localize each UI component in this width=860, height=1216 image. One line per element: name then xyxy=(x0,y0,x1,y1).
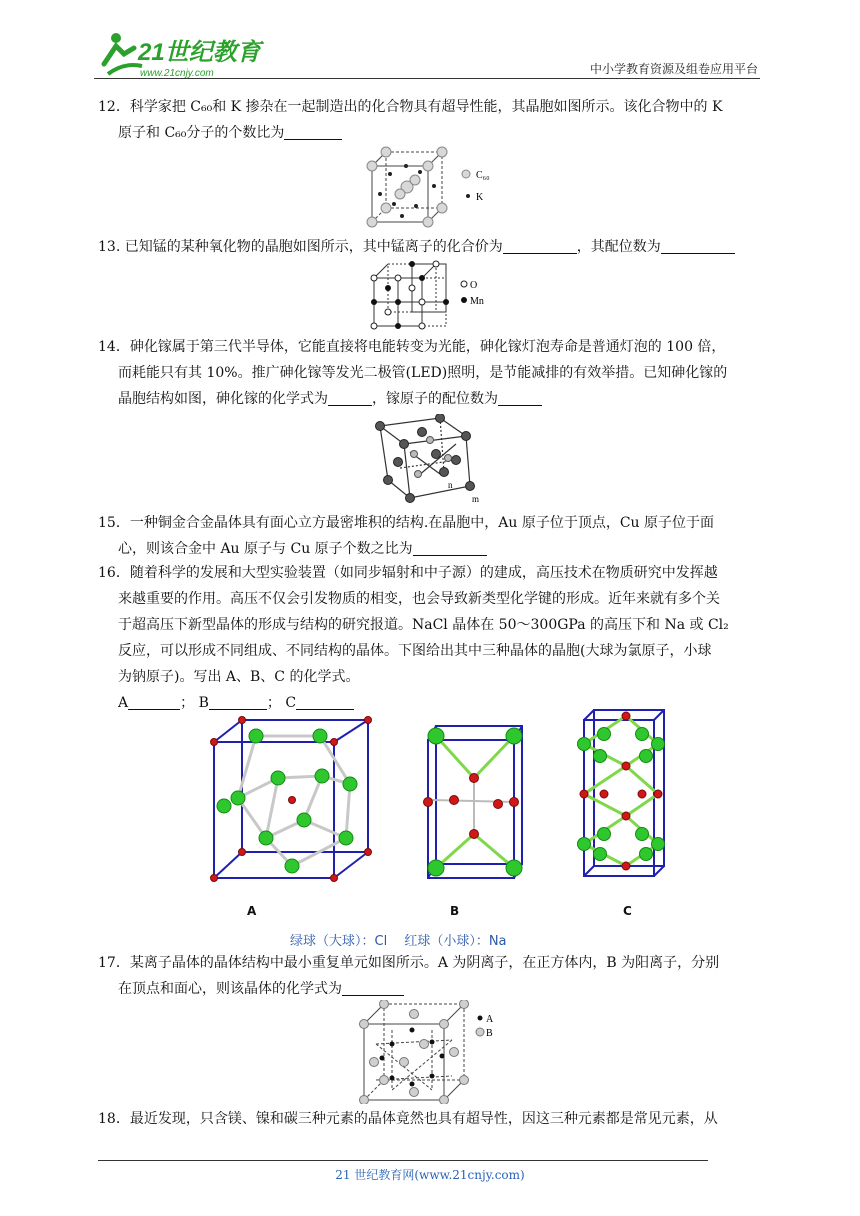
q12-crystal-figure xyxy=(360,146,510,228)
q16-line2: 来越重要的作用。高压不仅会引发物质的相变，也会导致新类型化学键的形成。近年来就有多个关 xyxy=(118,591,720,607)
figure-caption: 绿球（大球）：Cl 红球（小球）：Na xyxy=(290,934,507,949)
figure-b-label: B xyxy=(450,904,460,918)
question-17 xyxy=(98,950,762,1002)
q12-line1: 12．科学家把 C₆₀和 K 掺杂在一起制造出的化合物具有超导性能，其晶胞如图所示。该化合物中的 K xyxy=(98,99,723,115)
svg-text:n: n xyxy=(448,480,453,490)
a-legend-icon xyxy=(478,1016,483,1021)
answer-blank[interactable] xyxy=(503,237,577,254)
answer-blank[interactable] xyxy=(498,389,542,406)
answer-blank[interactable] xyxy=(328,389,372,406)
question-12 xyxy=(98,94,762,146)
q14-crystal-figure xyxy=(370,414,490,506)
q17-line2: 在顶点和面心，则该晶体的化学式为 xyxy=(98,976,762,1002)
answer-blank[interactable] xyxy=(284,123,342,140)
q14-line1: 14．砷化镓属于第三代半导体，它能直接将电能转变为光能，砷化镓灯泡寿命是普通灯泡的 100 倍， xyxy=(98,339,726,355)
logo xyxy=(94,28,264,84)
question-15 xyxy=(98,510,762,562)
crystal-figure-b xyxy=(414,718,534,890)
q13-crystal-figure xyxy=(368,260,498,330)
q15-line1: 15．一种铜金合金晶体具有面心立方最密堆积的结构.在晶胞中，Au 原子位于顶点，Cu 原子位于面 xyxy=(98,515,715,531)
q12-line2: 原子和 C₆₀分子的个数比为 xyxy=(98,120,762,146)
c60-legend-icon xyxy=(462,170,470,178)
q17-crystal-figure xyxy=(356,1000,506,1104)
q16-line5: 为钠原子)。写出 A、B、C 的化学式。 xyxy=(118,669,360,685)
answer-blank-b[interactable] xyxy=(209,693,267,710)
question-13 xyxy=(98,234,762,260)
figure-c-label: C xyxy=(623,904,632,918)
q16-line1: 16．随着科学的发展和大型实验装置（如同步辐射和中子源）的建成，高压技术在物质研究中发挥越 xyxy=(98,565,718,581)
page-footer[interactable]: 21 世纪教育网(www.21cnjy.com) xyxy=(335,1168,525,1182)
q16-answers: A ； B ； C xyxy=(98,690,762,716)
figure-a-label: A xyxy=(247,904,257,918)
answer-blank[interactable] xyxy=(661,237,735,254)
question-18 xyxy=(98,1106,762,1132)
svg-text:m: m xyxy=(472,494,480,504)
q17-line1: 17．某离子晶体的晶体结构中最小重复单元如图所示。A 为阴离子，在正方体内，B 为阳离子，分别 xyxy=(98,955,720,971)
header-divider xyxy=(94,78,760,79)
question-16 xyxy=(98,560,762,716)
svg-text:C₆₀: C₆₀ xyxy=(476,170,490,181)
b-legend-icon xyxy=(476,1028,484,1036)
svg-text:K: K xyxy=(476,192,484,203)
q14-line2: 而耗能只有其 10%。推广砷化镓等发光二极管(LED)照明，是节能减排的有效举措。已知砷化镓的 xyxy=(118,365,728,381)
crystal-figure-a xyxy=(204,712,384,888)
q14-line3: 晶胞结构如图，砷化镓的化学式为 ，镓原子的配位数为 xyxy=(98,386,762,412)
svg-text:B: B xyxy=(486,1028,493,1039)
o-legend-icon xyxy=(461,281,467,287)
footer-divider xyxy=(98,1160,708,1161)
svg-text:www.21cnjy.com: www.21cnjy.com xyxy=(140,68,214,79)
svg-text:O: O xyxy=(470,280,478,291)
mn-legend-icon xyxy=(461,297,467,303)
crystal-figure-c xyxy=(570,704,680,884)
page-header xyxy=(0,0,860,90)
svg-text:21世纪教育: 21世纪教育 xyxy=(138,39,261,66)
answer-blank-a[interactable] xyxy=(128,693,180,710)
platform-name: 中小学教育资源及组卷应用平台 xyxy=(589,62,758,76)
svg-text:A: A xyxy=(486,1014,494,1025)
q16-line4: 反应，可以形成不同组成、不同结构的晶体。下图给出其中三种晶体的晶胞(大球为氯原子，小球 xyxy=(118,643,712,659)
question-14 xyxy=(98,334,762,412)
q15-line2: 心，则该合金中 Au 原子与 Cu 原子个数之比为 xyxy=(98,536,762,562)
q18-line1: 18．最近发现，只含镁、镍和碳三种元素的晶体竟然也具有超导性，因这三种元素都是常见元素，从 xyxy=(98,1111,718,1127)
answer-blank[interactable] xyxy=(342,979,404,996)
svg-text:Mn: Mn xyxy=(470,296,484,307)
answer-blank-c[interactable] xyxy=(296,693,354,710)
answer-blank[interactable] xyxy=(413,539,487,556)
k-legend-icon xyxy=(466,194,470,198)
q16-line3: 于超高压下新型晶体的形成与结构的研究报道。NaCl 晶体在 50～300GPa 的高压下和 Na 或 Cl₂ xyxy=(118,617,729,633)
q13-line1: 13. 已知锰的某种氧化物的晶胞如图所示，其中锰离子的化合价为 ，其配位数为 xyxy=(98,234,762,260)
